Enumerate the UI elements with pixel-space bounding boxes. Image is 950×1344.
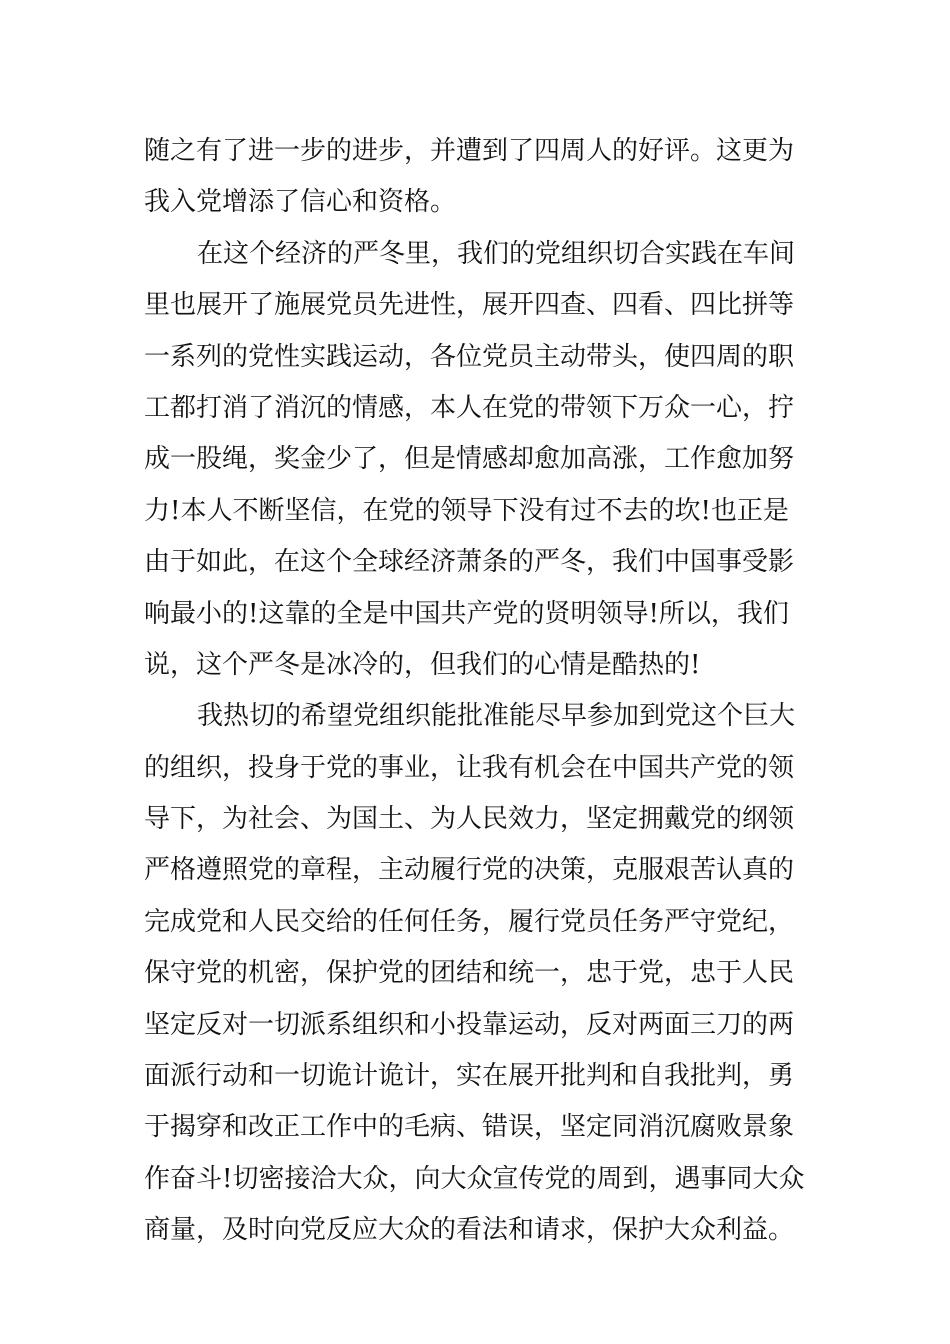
- text-line: 说，这个严冬是冰冷的，但我们的心情是酷热的!: [144, 649, 701, 680]
- text-line: 响最小的!这靠的全是中国共产党的贤明领导!所以，我们: [144, 598, 789, 629]
- text-line: 由于如此，在这个全球经济萧条的严冬，我们中国事受影: [144, 547, 795, 578]
- text-line: 导下，为社会、为国土、为人民效力，坚定拥戴党的纲领: [144, 804, 795, 835]
- paragraph-first-line: 在这个经济的严冬里，我们的党组织切合实践在车间: [197, 238, 796, 269]
- text-line: 工都打消了消沉的情感，本人在党的带领下万众一心，拧: [144, 392, 795, 423]
- text-line: 坚定反对一切派系组织和小投靠运动，反对两面三刀的两: [144, 1009, 795, 1040]
- text-line: 一系列的党性实践运动，各位党员主动带头，使四周的职: [144, 341, 795, 372]
- text-line: 力!本人不断坚信，在党的领导下没有过不去的坎!也正是: [144, 495, 789, 526]
- text-line: 商量，及时向党反应大众的看法和请求，保护大众利益。: [144, 1215, 795, 1246]
- text-line: 完成党和人民交给的任何任务，履行党员任务严守党纪，: [144, 906, 795, 937]
- text-line: 成一股绳，奖金少了，但是情感却愈加高涨，工作愈加努: [144, 444, 795, 475]
- text-line: 作奋斗!切密接洽大众，向大众宣传党的周到，遇事同大众: [144, 1163, 805, 1194]
- text-line: 严格遵照党的章程，主动履行党的决策，克服艰苦认真的: [144, 855, 795, 886]
- text-line: 的组织，投身于党的事业，让我有机会在中国共产党的领: [144, 752, 795, 783]
- text-line: 于揭穿和改正工作中的毛病、错误，坚定同消沉腐败景象: [144, 1112, 795, 1143]
- text-line: 面派行动和一切诡计诡计，实在展开批判和自我批判，勇: [144, 1061, 795, 1092]
- paragraph-first-line: 我热切的希望党组织能批准能尽早参加到党这个巨大: [197, 701, 796, 732]
- text-line: 保守党的机密，保护党的团结和统一，忠于党，忠于人民: [144, 958, 795, 989]
- text-line: 随之有了进一步的进步，并遭到了四周人的好评。这更为: [144, 136, 795, 166]
- text-line: 里也展开了施展党员先进性，展开四查、四看、四比拼等: [144, 290, 795, 321]
- body-text: [144, 126, 809, 1257]
- text-line: 我入党增添了信心和资格。: [144, 187, 457, 218]
